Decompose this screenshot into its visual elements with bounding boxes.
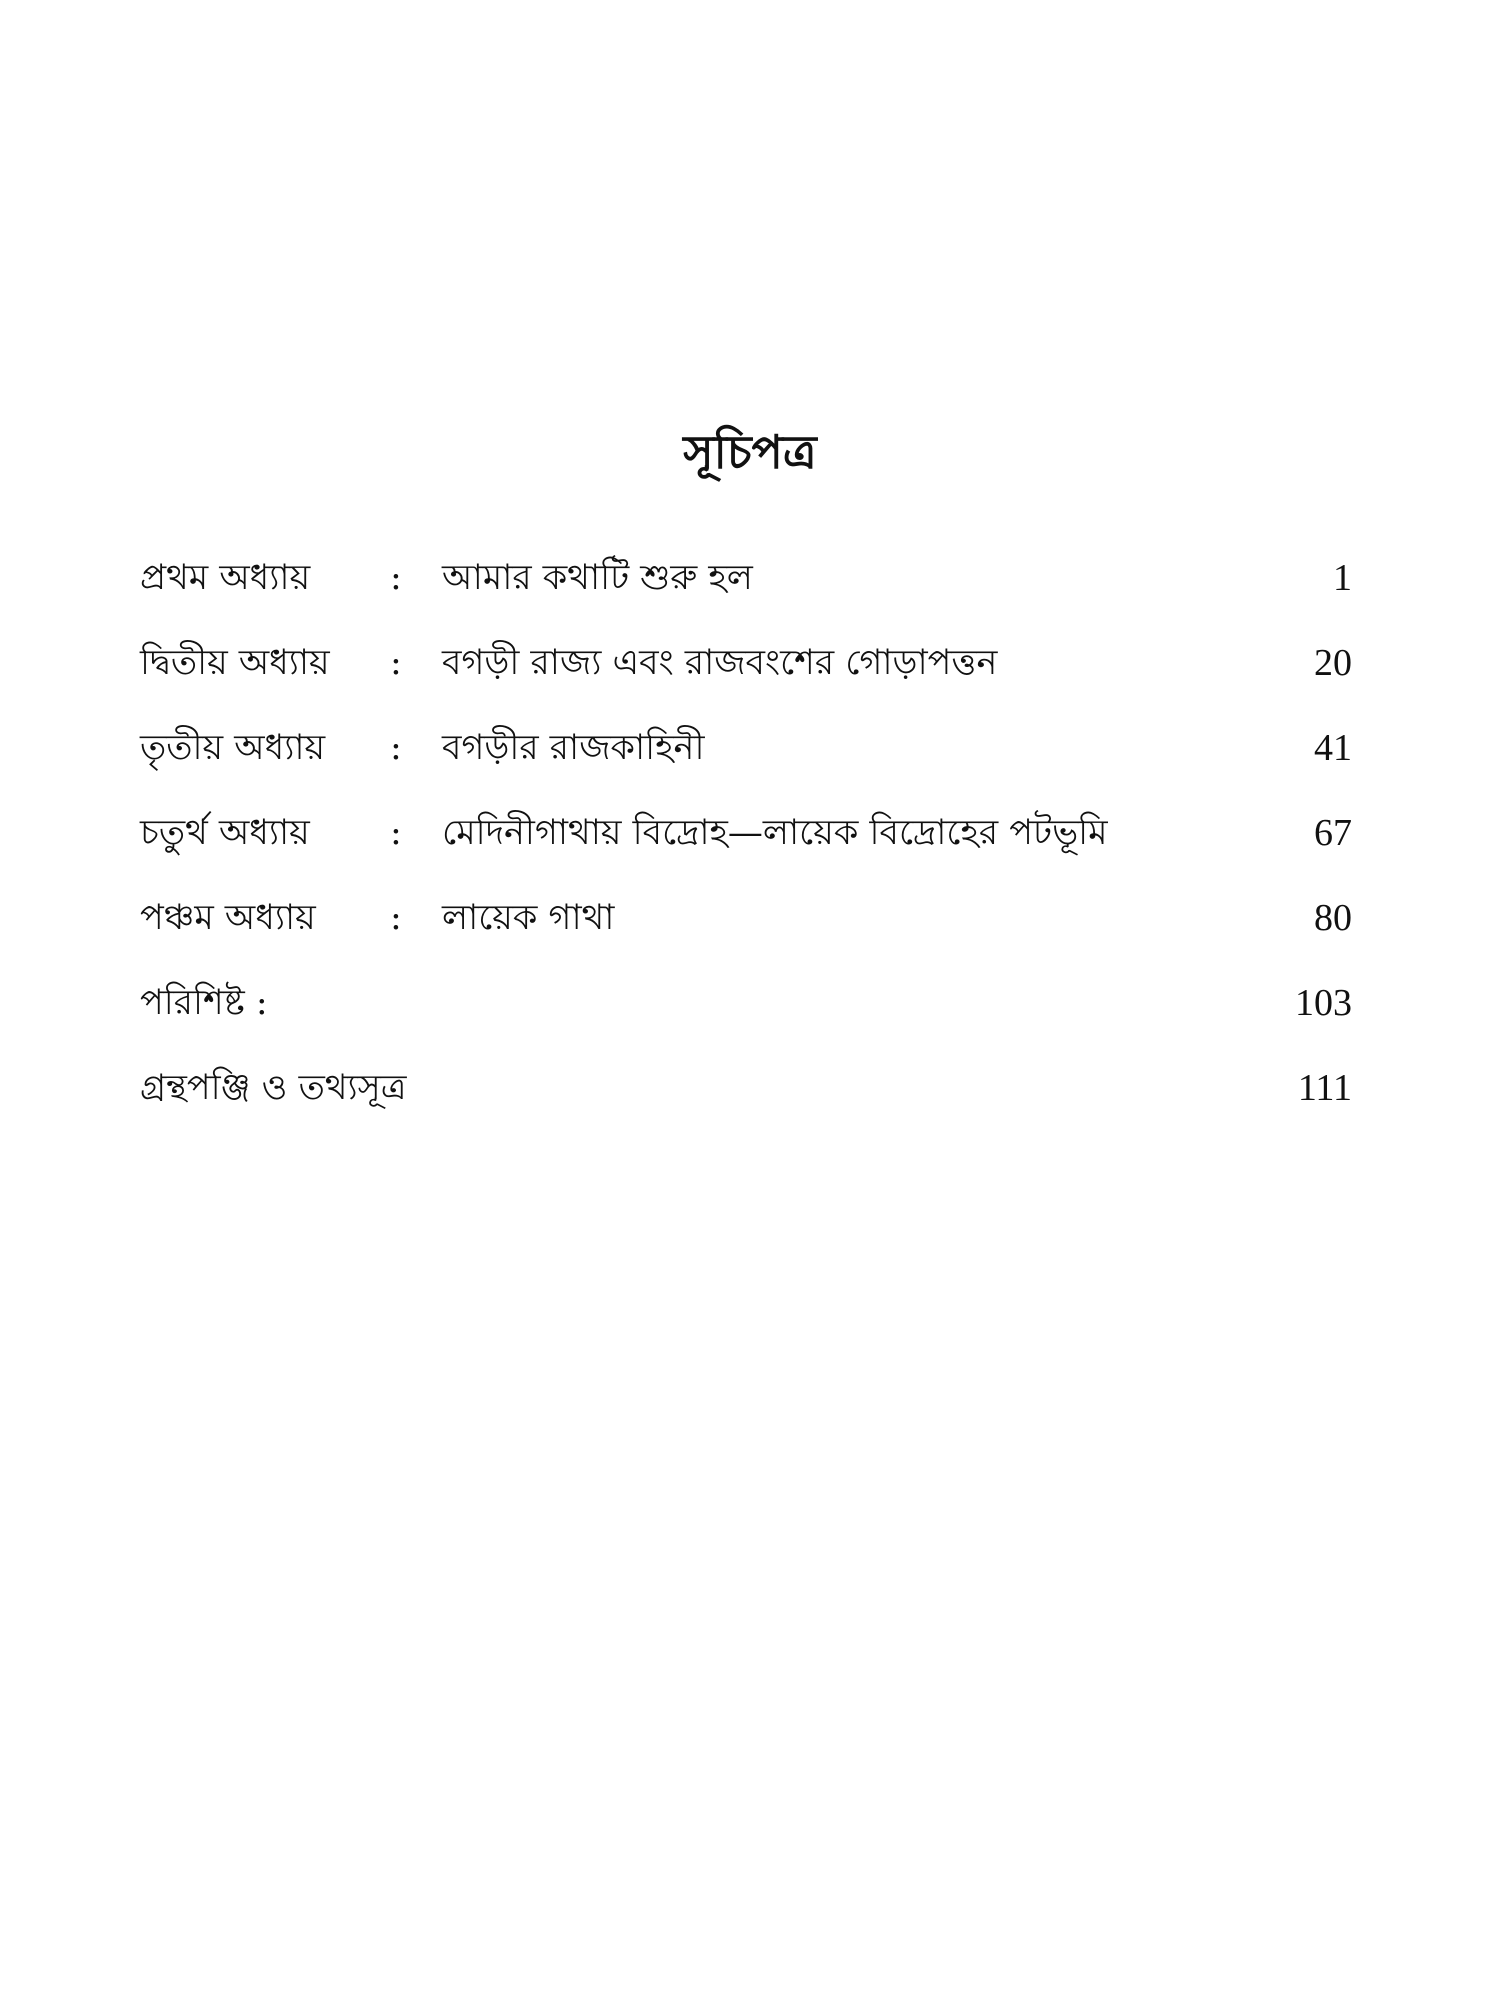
toc-entry-2 (140, 633, 1352, 718)
chapter-label: প্রথম অধ্যায় (140, 558, 311, 598)
page-number: 41 (1314, 727, 1352, 769)
toc-entry-5 (140, 888, 1352, 973)
toc-entry-1 (140, 548, 1352, 633)
toc-entry-4 (140, 803, 1352, 888)
chapter-title: বগড়ীর রাজকাহিনী (442, 728, 705, 768)
page-number: 1 (1333, 557, 1352, 599)
separator: : (390, 728, 402, 768)
toc-entry-appendix (140, 973, 1352, 1058)
chapter-label: চতুর্থ অধ্যায় (140, 813, 310, 853)
chapter-title: লায়েক গাথা (442, 898, 615, 938)
table-of-contents (140, 548, 1352, 1143)
separator: : (390, 898, 402, 938)
page-number: 111 (1297, 1067, 1352, 1109)
toc-entry-3 (140, 718, 1352, 803)
page-number: 67 (1314, 812, 1352, 854)
chapter-label: দ্বিতীয় অধ্যায় (140, 643, 330, 683)
page-number: 80 (1314, 897, 1352, 939)
page-number: 103 (1295, 982, 1352, 1024)
chapter-label: পঞ্চম অধ্যায় (140, 898, 316, 938)
toc-entry-bibliography (140, 1058, 1352, 1143)
page-number: 20 (1314, 642, 1352, 684)
chapter-title: বগড়ী রাজ্য এবং রাজবংশের গোড়াপত্তন (442, 643, 998, 683)
separator: : (390, 813, 402, 853)
page-title: সূচিপত্র (683, 425, 817, 479)
separator: : (390, 558, 402, 598)
separator: : (390, 643, 402, 683)
appendix-label: পরিশিষ্ট : (140, 983, 268, 1023)
chapter-label: তৃতীয় অধ্যায় (140, 728, 326, 768)
bibliography-label: গ্রন্থপঞ্জি ও তথ্যসূত্র (140, 1068, 407, 1108)
chapter-title: আমার কথাটি শুরু হল (442, 558, 753, 598)
chapter-title: মেদিনীগাথায় বিদ্রোহ—লায়েক বিদ্রোহের পটভূমি (442, 813, 1108, 853)
